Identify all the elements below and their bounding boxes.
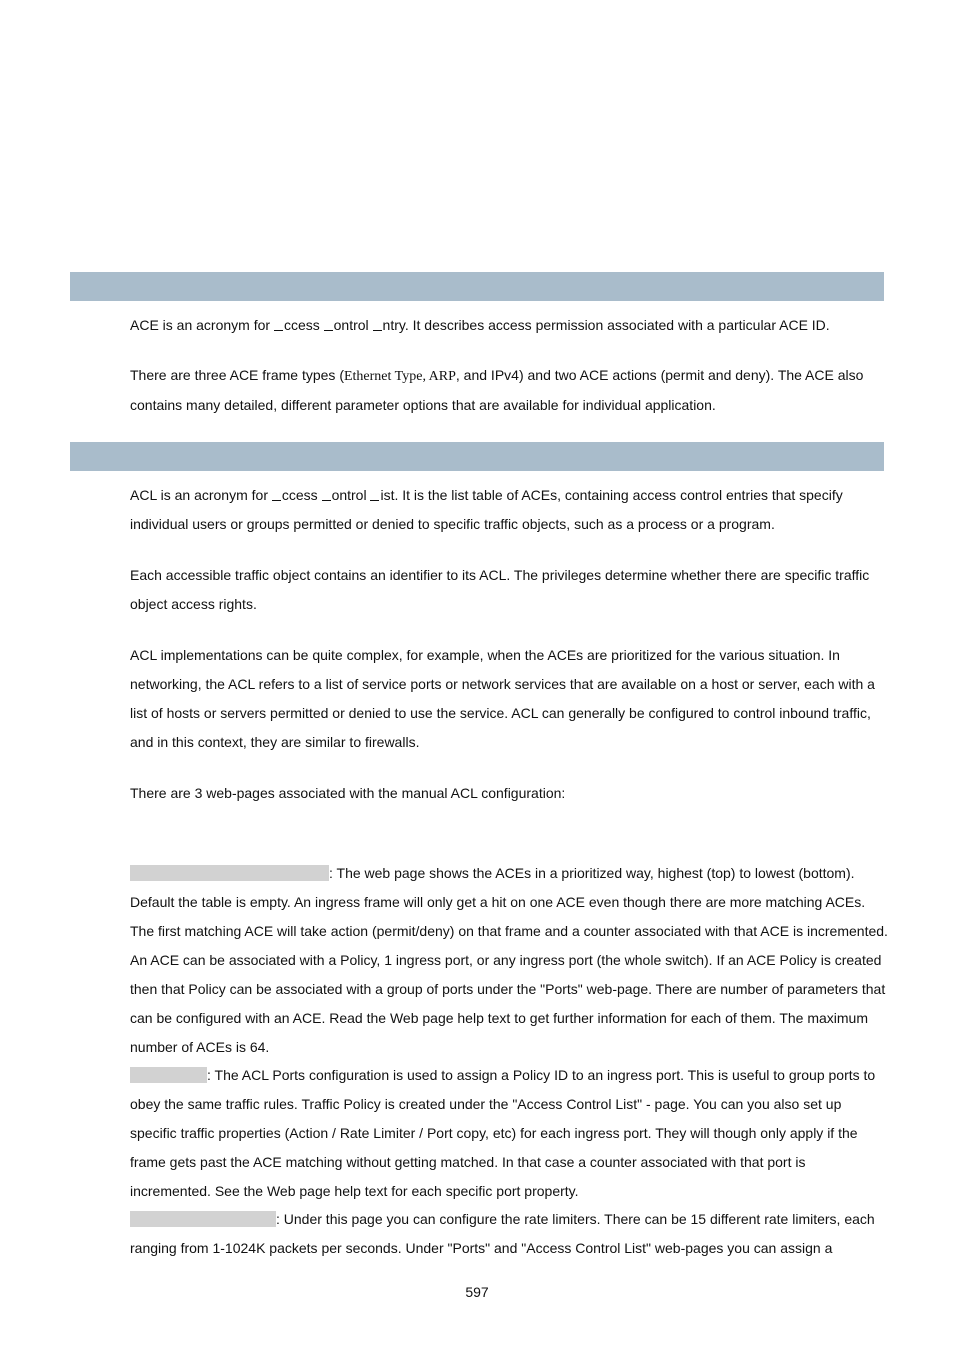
acl-item-access-control-list [130,859,890,1062]
text-run: ACL is an acronym for [130,487,272,503]
acl-definition-paragraph [130,481,890,539]
section-header-bar-acl [70,442,884,471]
blank-underline [322,488,331,501]
ace-frame-types-paragraph [130,361,890,420]
text-run: : The web page shows the ACEs in a prioritized way, highest (top) to lowest (bottom). Default the table is empty. An ingress frame will only get a hit on one ACE even though there are more matching ACEs. The first matching ACE will take action (permit/deny) on that frame and a counter associated with that ACE is incremented. An ACE can be associated with a Policy, 1 ingress port, or any ingress port (the whole switch). If an ACE Policy is created then that Policy can be associated with a group of ports under the "Ports" web-page. There are number of parameters that can be configured with an ACE. Read the Web page help text to get further information for each of them. The maximum number of ACEs is 64. [130,865,888,1055]
blank-underline [370,488,379,501]
text-run: There are three ACE frame types ( [130,367,344,383]
text-run: ACE is an acronym for [130,317,274,333]
text-run: ntry. It describes access permission associated with a particular ACE ID. [382,317,830,333]
acl-item-ports [130,1061,890,1206]
blank-underline [274,318,283,331]
highlight-placeholder [130,1067,207,1083]
text-run: , and IPv4) and two ACE actions (permit and deny). The ACE also contains many detailed, different parameter options that are available for individual application. [130,367,864,413]
acl-item-rate-limiters [130,1205,890,1263]
highlight-placeholder [130,1211,276,1227]
page-number: 597 [465,1284,489,1300]
text-run: ccess [283,317,324,333]
blank-underline [324,318,333,331]
text-run: ist. It is the list table of ACEs, containing access control entries that specify individual users or groups permitted or denied to specific traffic objects, such as a process or a program. [130,487,843,532]
highlight-placeholder [130,865,329,881]
section-header-bar-ace [70,272,884,301]
ace-definition-paragraph [130,311,890,340]
acl-webpages-intro-paragraph: There are 3 web-pages associated with the manual ACL configuration: [130,785,566,801]
blank-underline [272,488,281,501]
text-run: : The ACL Ports configuration is used to assign a Policy ID to an ingress port. This is useful to group ports to obey the same traffic rules. Traffic Policy is created under the "Access Control List" - page. You can you also set up specific traffic properties (Action / Rate Limiter / Port copy, etc) for each ingress port. They will though only apply if the frame gets past the ACE matching without getting matched. In that case a counter associated with that port is incremented. See the Web page help text for each specific port property. [130,1067,876,1199]
text-run: ontrol [331,487,371,503]
acl-implementation-paragraph: ACL implementations can be quite complex, for example, when the ACEs are prioritized for the various situation. In networking, the ACL refers to a list of service ports or network services that are available on a host or server, each with a list of hosts or servers permitted or denied to use the service. ACL can generally be configured to control inbound traffic, and in this context, they are similar to firewalls. [130,647,875,750]
acl-identifier-paragraph: Each accessible traffic object contains an identifier to its ACL. The privileges determine whether there are specific traffic object access rights. [130,567,870,612]
serif-text-run: Ethernet Type, ARP [343,369,456,384]
text-run: ccess [281,487,322,503]
text-run: : Under this page you can configure the rate limiters. There can be 15 different rate limiters, each ranging from 1-1024K packets per seconds. Under "Ports" and "Access Control List" web-pages you can assign a [130,1211,875,1256]
blank-underline [373,318,382,331]
text-run: ontrol [333,317,373,333]
